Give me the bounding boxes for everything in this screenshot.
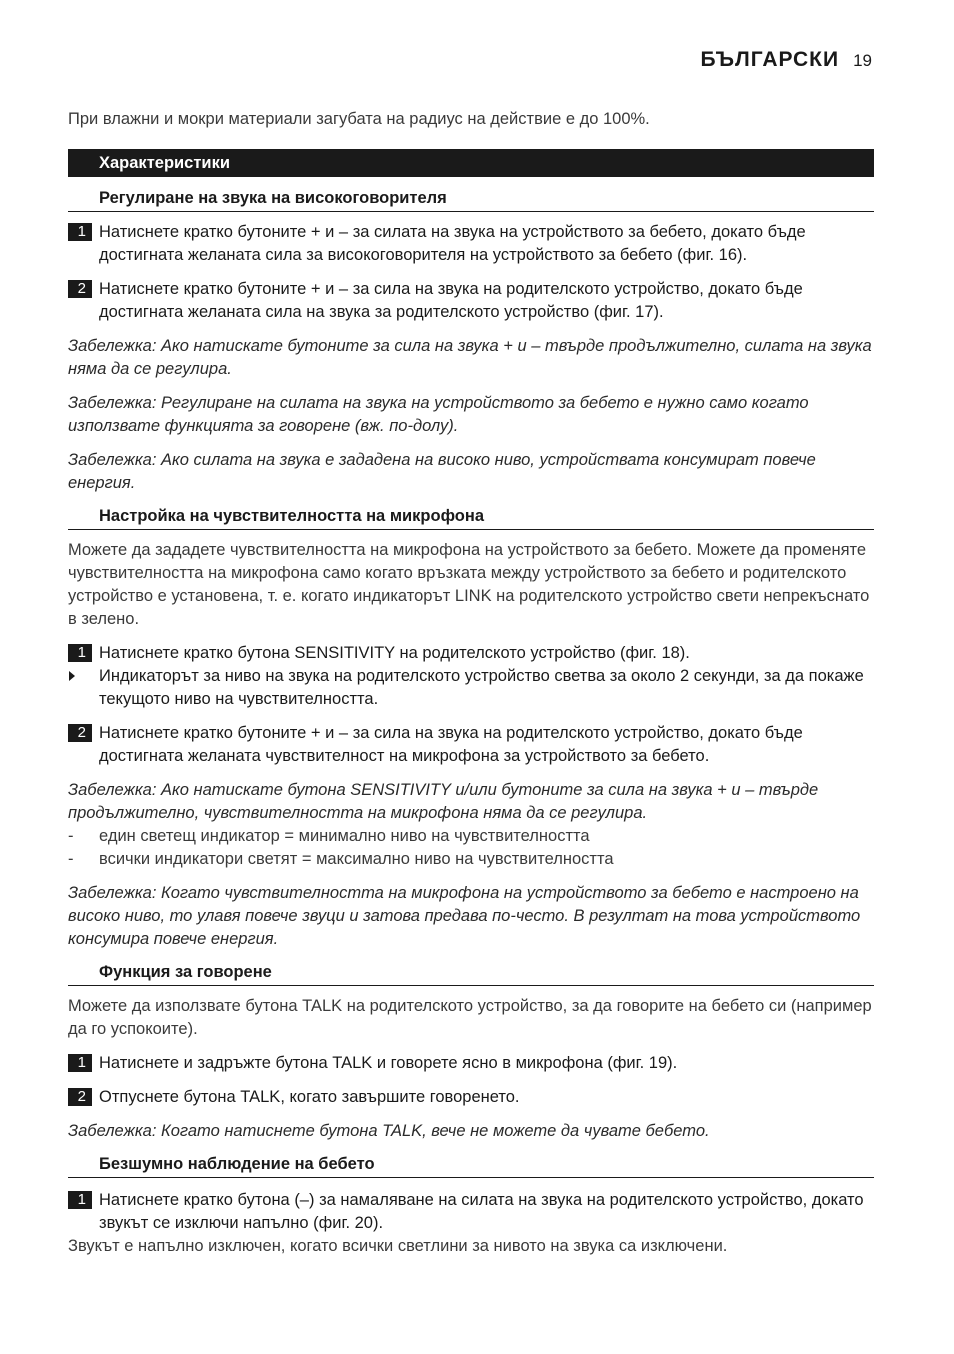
- note: Забележка: Когато чувствителността на микрофона на устройството за бебето е настроено на високо ниво, то улавя повече звуци и затова предава по-често. В резултат на това устройството консумира повече енергия.: [68, 884, 861, 948]
- step: [68, 1189, 874, 1235]
- step-number: 1: [68, 223, 92, 241]
- step-text: Натиснете и задръжте бутона TALK и говорете ясно в микрофона (фиг. 19).: [99, 1054, 678, 1072]
- step-text: Натиснете кратко бутоните + и – за силата на звука на устройството за бебето, докато бъде достигната желаната сила за високоговорителя на устройството за бебето (фиг. 16).: [99, 223, 806, 264]
- step: [68, 642, 874, 665]
- silent-monitoring-heading: Безшумно наблюдение на бебето: [68, 1153, 874, 1178]
- step-number: 2: [68, 724, 92, 742]
- dash-item: [68, 848, 874, 871]
- page-content: [68, 108, 874, 1258]
- step-text: Натиснете кратко бутона SENSITIVITY на родителското устройство (фиг. 18).: [99, 644, 690, 662]
- dash-text: един светещ индикатор = минимално ниво на чувствителността: [99, 827, 590, 845]
- step: [68, 1052, 874, 1075]
- step-text: Натиснете кратко бутоните + и – за сила на звука на родителското устройство, докато бъде достигната желаната сила на звука за родителското устройство (фиг. 17).: [99, 280, 803, 321]
- step-number: 2: [68, 1088, 92, 1106]
- step-text: Натиснете кратко бутона (–) за намаляване на силата на звука на родителското устройство, докато звукът се изключи напълно (фиг. 20).: [99, 1191, 864, 1232]
- step: [68, 722, 874, 768]
- page-number: 19: [853, 51, 872, 70]
- mic-intro: Можете да зададете чувствителността на микрофона на устройството за бебето. Можете да променяте чувствителността на микрофона само когато връзката между устройството за бебето и родителското устройство е установена, т. е. когато индикаторът LINK на родителското устройство свети непрекъснато в зелено.: [68, 541, 870, 628]
- silent-outro: Звукът е напълно изключен, когато всички светлини за нивото на звука са изключени.: [68, 1237, 728, 1255]
- step-number: 2: [68, 280, 92, 298]
- dash-item: [68, 825, 874, 848]
- dash-mark: -: [68, 850, 74, 868]
- step-number: 1: [68, 1054, 92, 1072]
- step-text: Отпуснете бутона TALK, когато завършите говоренето.: [99, 1088, 520, 1106]
- step-text: Натиснете кратко бутоните + и – за сила на звука на родителското устройство, докато бъде достигната желаната чувствителност на микрофона за устройството за бебето.: [99, 724, 803, 765]
- note: Забележка: Когато натиснете бутона TALK, вече не можете да чувате бебето.: [68, 1122, 710, 1140]
- dash-text: всички индикатори светят = максимално ниво на чувствителността: [99, 850, 614, 868]
- language-label: БЪЛГАРСКИ: [700, 48, 840, 71]
- result-item: [68, 665, 874, 711]
- dash-mark: -: [68, 827, 74, 845]
- intro-paragraph: При влажни и мокри материали загубата на радиус на действие е до 100%.: [68, 110, 650, 128]
- talk-heading: Функция за говорене: [68, 961, 874, 986]
- note: Забележка: Ако натискате бутона SENSITIVITY и/или бутоните за сила на звука + и – твърде продължително, чувствителността на микрофона няма да се регулира.: [68, 781, 819, 822]
- section-title: Характеристики: [68, 149, 874, 177]
- note: Забележка: Регулиране на силата на звука на устройството за бебето е нужно само когато използвате функцията за говорене (вж. по-долу).: [68, 394, 809, 435]
- talk-intro: Можете да използвате бутона TALK на родителското устройство, за да говорите на бебето си (например да го успокоите).: [68, 997, 872, 1038]
- note: Забележка: Ако натискате бутоните за сила на звука + и – твърде продължително, силата на звука няма да се регулира.: [68, 337, 872, 378]
- step: [68, 278, 874, 324]
- step-number: 1: [68, 1191, 92, 1209]
- step: [68, 221, 874, 267]
- step-number: 1: [68, 644, 92, 662]
- mic-sensitivity-heading: Настройка на чувствителността на микрофона: [68, 505, 874, 530]
- page-header: [700, 48, 872, 72]
- note: Забележка: Ако силата на звука е зададена на високо ниво, устройствата консумират повече енергия.: [68, 451, 816, 492]
- result-text: Индикаторът за ниво на звука на родителското устройство светва за около 2 секунди, за да покаже текущото ниво на чувствителността.: [99, 667, 864, 708]
- result-arrow-icon: [68, 665, 92, 711]
- speaker-volume-heading: Регулиране на звука на високоговорителя: [68, 187, 874, 212]
- step: [68, 1086, 874, 1109]
